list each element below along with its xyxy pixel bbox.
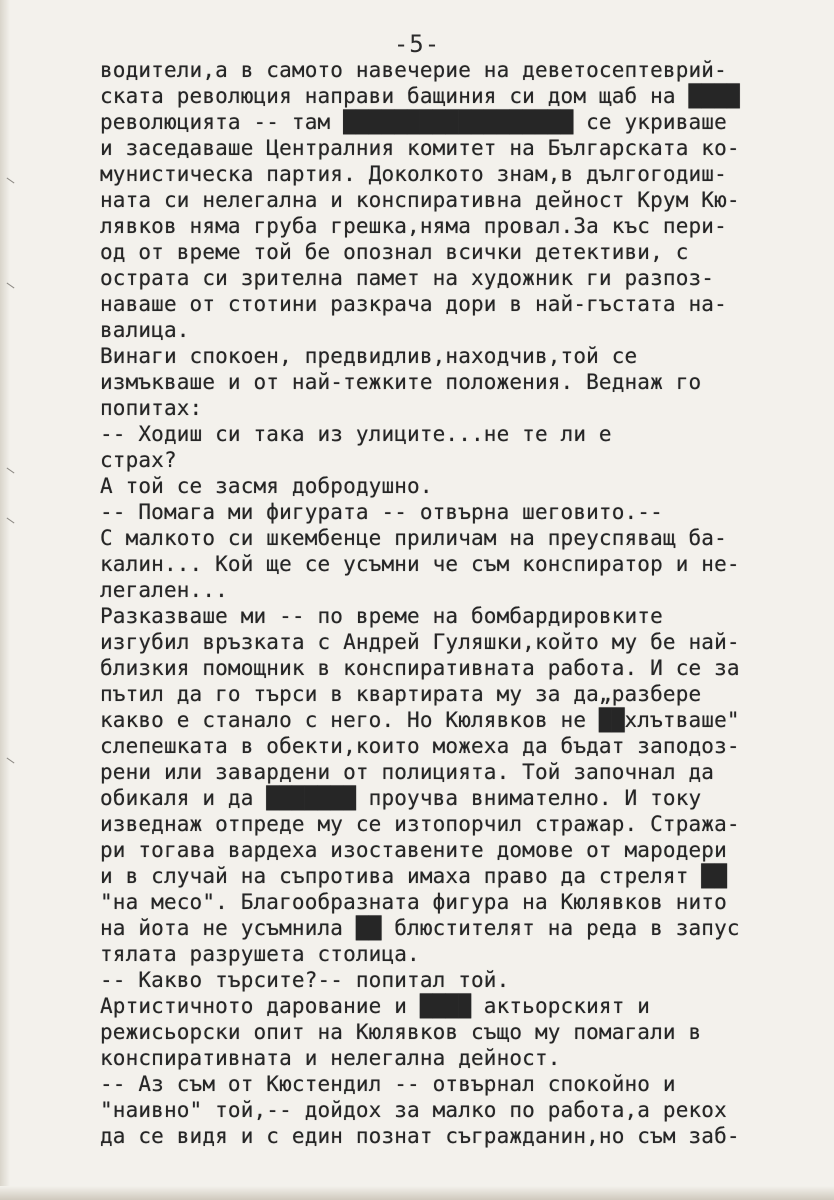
text-line: на йота не усъмнила ██ блюстителят на реда в запус (100, 916, 740, 940)
text-line: измъкваше и от най-тежките положения. Веднаж го (100, 370, 702, 394)
text-line: обикаля и да ███████ проучва внимателно. И току (100, 786, 702, 810)
text-line: изгубил връзката с Андрей Гуляшки,който му бе най- (100, 630, 740, 654)
text-line: и в случай на съпротива имаха право да стрелят ██ (100, 864, 727, 888)
text-line: -- Ходиш си така из улиците...не те ли е (100, 422, 612, 446)
text-line: калин... Кой ще се усъмни че съм конспиратор и не- (100, 552, 740, 576)
text-line: -- Помага ми фигурата -- отвърна шеговито.-- (100, 500, 663, 524)
text-line: близкия помощник в конспиративната работа. И се за (100, 656, 740, 680)
text-line: "наивно" той,-- дойдох за малко по работа,а рекох (100, 1098, 727, 1122)
text-line: пътил да го търси в квартирата му за да„разбере (100, 682, 702, 706)
text-line: ри тогава вардеха изоставените домове от мародери (100, 838, 727, 862)
text-line: революцията -- там ██████████████████ се укриваше (100, 110, 727, 134)
text-line: ската революция направи бащиния си дом щаб на ████ (100, 84, 740, 108)
text-line: водители,а в самото навечерие на деветосептеврий- (100, 58, 727, 82)
text-line: лявков няма груба грешка,няма провал.За къс пери- (100, 214, 727, 238)
text-line: -- Какво търсите?-- попитал той. (100, 968, 510, 992)
text-line: острата си зрителна памет на художник ги разпоз- (100, 266, 715, 290)
text-line: наваше от стотини разкрача дори в най-гъстата на- (100, 292, 727, 316)
text-line: тялата разрушета столица. (100, 942, 420, 966)
text-line: Разказваше ми -- по време на бомбардировките (100, 604, 663, 628)
text-line: Артистичното дарование и ████ актьорският и (100, 994, 651, 1018)
page-bottom-edge (0, 1186, 834, 1200)
text-line: валица. (100, 318, 190, 342)
text-line: попитах: (100, 396, 203, 420)
text-line: А той се засмя добродушно. (100, 474, 433, 498)
text-line: легален... (100, 578, 228, 602)
text-line: -- Аз съм от Кюстендил -- отвърнал спокойно и (100, 1072, 676, 1096)
text-line: и заседаваше Централния комитет на Българската ко- (100, 136, 740, 160)
text-line: С малкото си шкембенце приличам на преуспяващ ба- (100, 526, 727, 550)
text-line: Винаги спокоен, предвидлив,находчив,той се (100, 344, 638, 368)
text-line: страх? (100, 448, 177, 472)
text-line: слепешката в обекти,които можеха да бъдат заподоз- (100, 734, 740, 758)
text-line: од от време той бе опознал всички детективи, с (100, 240, 689, 264)
text-line: режисьорски опит на Кюлявков също му помагали в (100, 1020, 702, 1044)
page-number: -5- (393, 30, 441, 58)
text-line: ната си нелегална и конспиративна дейност Крум Кю- (100, 188, 740, 212)
text-line: конспиративната и нелегална дейност. (100, 1046, 561, 1070)
text-line: изведнаж отпреде му се изтопорчил стражар. Стража- (100, 812, 740, 836)
text-line: мунистическа партия. Доколкото знам,в дългогодиш- (100, 162, 727, 186)
text-line: рени или завардени от полицията. Той започнал да (100, 760, 715, 784)
text-line: "на месо". Благообразната фигура на Кюлявков нито (100, 890, 727, 914)
text-line: да се видя и с един познат съгражданин,но съм заб- (100, 1124, 740, 1148)
text-line: какво е станало с него. Но Кюлявков не ██хлътваше" (100, 708, 740, 732)
